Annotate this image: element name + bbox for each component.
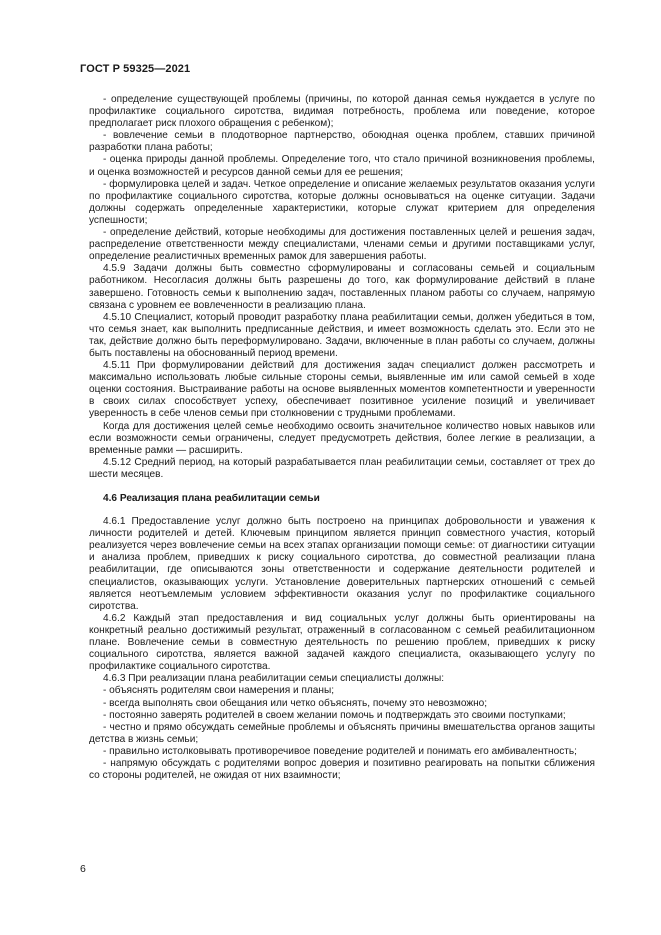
document-code-header: ГОСТ Р 59325—2021 [80,63,191,75]
list-item: - постоянно заверять родителей в своем желании помочь и подтверждать это своими поступками; [103,709,566,721]
section-title: 4.6 Реализация плана реабилитации семьи [103,493,320,504]
paragraph: Когда для достижения целей семье необходимо освоить значительное количество новых навыков или если возможности семьи ограничены, следует предусмотреть действия, более легкие в реализации, а временные рамки — расширить. [89,420,595,456]
paragraph: 4.5.12 Средний период, на который разрабатывается план реабилитации семьи, составляет от трех до шести месяцев. [89,456,595,480]
list-item: - напрямую обсуждать с родителями вопрос доверия и позитивно реагировать на попытки сближения со стороны родителей, не ожидая от них взаимности; [89,757,595,782]
document-body [89,94,595,782]
page-number: 6 [80,863,86,875]
list-item: - правильно истолковывать противоречивое поведение родителей и понимать его амбивалентность; [103,745,577,757]
paragraph: - вовлечение семьи в плодотворное партнерство, обоюдная оценка проблем, ставших причиной разработки плана работы; [89,130,595,154]
paragraph: 4.5.9 Задачи должны быть совместно сформулированы и согласованы семьей и социальным работником. Несогласия должны быть разрешены до того, как формулирование действий в плане завершено. Готовность семьи к выполнению задач, поставленных планом работы со случаем, напрямую связана с уровнем ее вовлеченности в реализацию плана. [89,263,595,311]
paragraph: - определение существующей проблемы (причины, по которой данная семья нуждается в услуге по профилактике социального сиротства, видимая потребность, проблема или поведение, которое предполагает риск плохого обращения с ребенком); [89,94,595,130]
paragraph: - оценка природы данной проблемы. Определение того, что стало причиной возникновения проблемы, и оценка возможностей и ресурсов данной семьи для ее решения; [89,154,595,178]
list-item: - честно и прямо обсуждать семейные проблемы и объяснять причины вмешательства органов защиты детства в жизнь семьи; [89,721,595,745]
paragraph: 4.5.10 Специалист, который проводит разработку плана реабилитации семьи, должен убедиться в том, что семья знает, как выполнить предписанные действия, и имеет возможность сделать это. Если это не так, действие должно быть переформулировано. Задачи, включенные в план работы со случаем, должны быть поставлены на обоснованный период времени. [89,311,595,359]
paragraph: 4.6.2 Каждый этап предоставления и вид социальных услуг должны быть ориентированы на конкретный реально достижимый результат, отраженный в согласованном с семьей реабилитационном плане. Вовлечение семьи в совместную деятельность по решению проблем, приведших к риску социального сиротства, является важной задачей каждого специалиста, оказывающего услугу по профилактике социального сиротства. [89,612,595,673]
list-item: - всегда выполнять свои обещания или четко объяснять, почему это невозможно; [103,697,488,709]
paragraph: 4.6.1 Предоставление услуг должно быть построено на принципах добровольности и уважения к личности родителей и детей. Ключевым принципом является принцип совместного участия, который реализуется через вовлечение семьи на всех этапах организации помощи семье: от диагностики ситуации и анализа проблем, приведших к риску социального сиротства, до совместной реализации плана реабилитации, где описываются зоны ответственности и содержание деятельности родителей и специалистов, оказывающих услуги. Установление доверительных партнерских отношений с семьей является неотъемлемым условием эффективности оказания услуг по профилактике социального сиротства. [89,516,595,612]
list-item: - объяснять родителям свои намерения и планы; [103,685,335,697]
paragraph: 4.5.11 При формулировании действий для достижения задач специалист должен рассмотреть и максимально использовать любые сильные стороны семьи, выявленные им или самой семьей в ходе оценки состояния. Выстраивание работы на основе выявленных моментов компетентности и уверенности в своих силах способствует успеху, обеспечивает позитивное усиление позиций и увеличивает уверенность в себе членов семьи при столкновении с трудными проблемами. [89,360,595,420]
paragraph: 4.6.3 При реализации плана реабилитации семьи специалисты должны: [103,673,445,685]
paragraph: - формулировка целей и задач. Четкое определение и описание желаемых результатов оказания услуги по профилактике социального сиротства, которые должны основываться на оценке ситуации. Задачи должны содержать определенные характеристики, которые служат критерием для определения успешности; [89,178,595,226]
paragraph: - определение действий, которые необходимы для достижения поставленных целей и решения задач, распределение ответственности между специалистами, членами семьи и другими поставщиками услуг, определение реалистичных временных рамок для завершения работы. [89,227,595,263]
